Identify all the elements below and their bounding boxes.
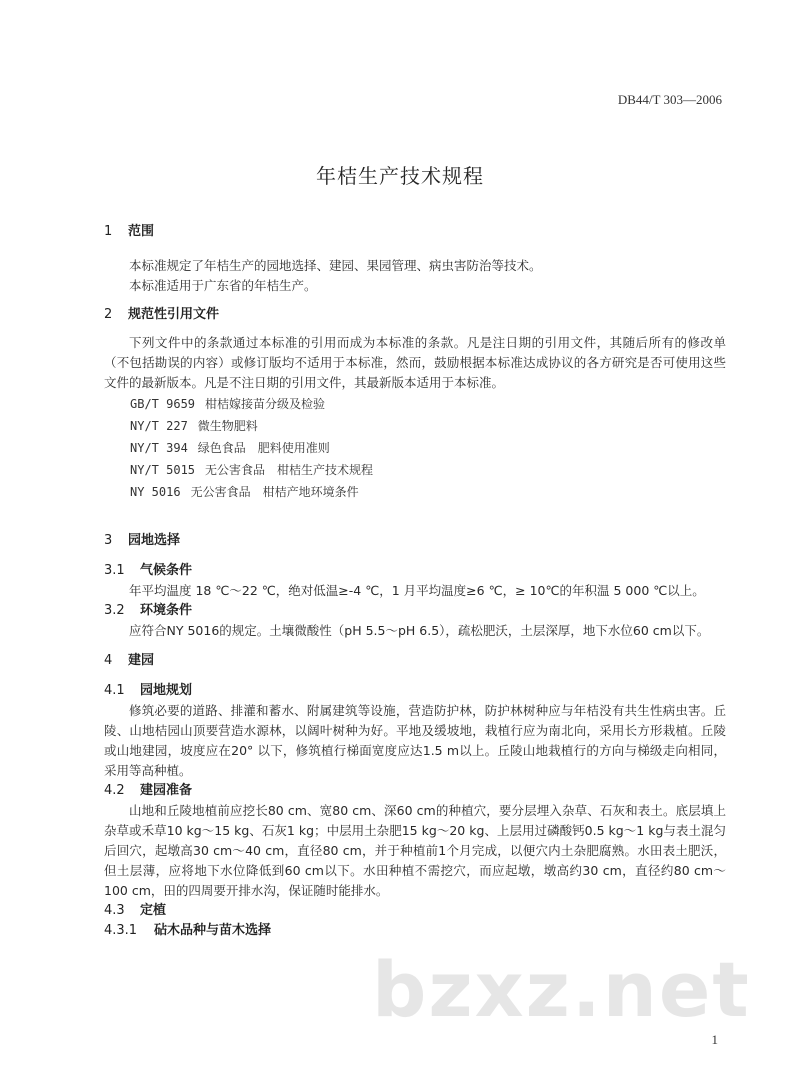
document-body	[104, 222, 726, 941]
standard-code: DB44/T 303—2006	[617, 92, 722, 107]
paragraph: 山地和丘陵地植前应挖长80 cm、宽80 cm、深60 cm的种植穴，要分层埋入杂草、石灰和表土。底层填上杂草或禾草10 kg～15 kg、石灰1 kg；中层用土杂肥15 kg～20 kg、上层用过磷酸钙0.5 kg～1 kg与表土混匀后回穴，起墩高30 cm～40 cm，直径80 cm，并于种植前1个月完成，以便穴内土杂肥腐熟。水田表土肥沃，但土层薄，应将地下水位降低到60 cm以下。水田种植不需挖穴，而应起墩，墩高约30 cm，直径约80 cm～100 cm，田的四周要开排水沟，保证随时能排水。	[104, 803, 726, 898]
section-heading-4: 4 建园	[104, 653, 155, 668]
subsection-heading-3-2: 3.2 环境条件	[104, 603, 193, 618]
subsection-heading-4-3-1: 4.3.1 砧木品种与苗木选择	[104, 923, 272, 938]
paragraph: 本标准适用于广东省的年桔生产。	[129, 278, 317, 293]
subsection-heading-4-3: 4.3 定植	[104, 903, 167, 918]
section-heading-3: 3 园地选择	[104, 533, 181, 548]
reference-item: NY/T 394 绿色食品 肥料使用准则	[130, 441, 330, 455]
reference-item: NY 5016 无公害食品 柑桔产地环境条件	[130, 485, 359, 499]
section-heading-1: 1 范围	[104, 224, 155, 239]
reference-item: GB/T 9659 柑桔嫁接苗分级及检验	[130, 397, 326, 411]
paragraph: 年平均温度 18 ℃～22 ℃，绝对低温≥-4 ℃，1 月平均温度≥6 ℃，≥ 10℃的年积温 5 000 ℃以上。	[129, 583, 705, 598]
page-number: 1	[711, 1032, 718, 1047]
watermark: bzxz.net	[372, 945, 751, 1034]
subsection-heading-4-1: 4.1 园地规划	[104, 683, 193, 698]
paragraph: 下列文件中的条款通过本标准的引用而成为本标准的条款。凡是注日期的引用文件，其随后所有的修改单（不包括勘误的内容）或修订版均不适用于本标准，然而，鼓励根据本标准达成协议的各方研究是否可使用这些文件的最新版本。凡是不注日期的引用文件，其最新版本适用于本标准。	[104, 335, 726, 390]
reference-item: NY/T 5015 无公害食品 柑桔生产技术规程	[130, 463, 374, 477]
section-heading-2: 2 规范性引用文件	[104, 307, 220, 322]
paragraph: 本标准规定了年桔生产的园地选择、建园、果园管理、病虫害防治等技术。	[129, 258, 542, 273]
subsection-heading-3-1: 3.1 气候条件	[104, 563, 193, 578]
reference-item: NY/T 227 微生物肥料	[130, 419, 258, 433]
subsection-heading-4-2: 4.2 建园准备	[104, 783, 193, 798]
paragraph: 应符合NY 5016的规定。土壤微酸性（pH 5.5～pH 6.5），疏松肥沃，土层深厚，地下水位60 cm以下。	[129, 623, 710, 638]
paragraph: 修筑必要的道路、排灌和蓄水、附属建筑等设施，营造防护林，防护林树种应与年桔没有共生性病虫害。丘陵、山地桔园山顶要营造水源林，以阔叶树种为好。平地及缓坡地，栽植行应为南北向，采用长方形栽植。丘陵或山地建园，坡度应在20° 以下，修筑植行梯面宽度应达1.5 m以上。丘陵山地栽植行的方向与梯级走向相同，采用等高种植。	[104, 703, 726, 778]
document-title: 年桔生产技术规程	[316, 164, 484, 188]
reference-list	[104, 393, 726, 503]
